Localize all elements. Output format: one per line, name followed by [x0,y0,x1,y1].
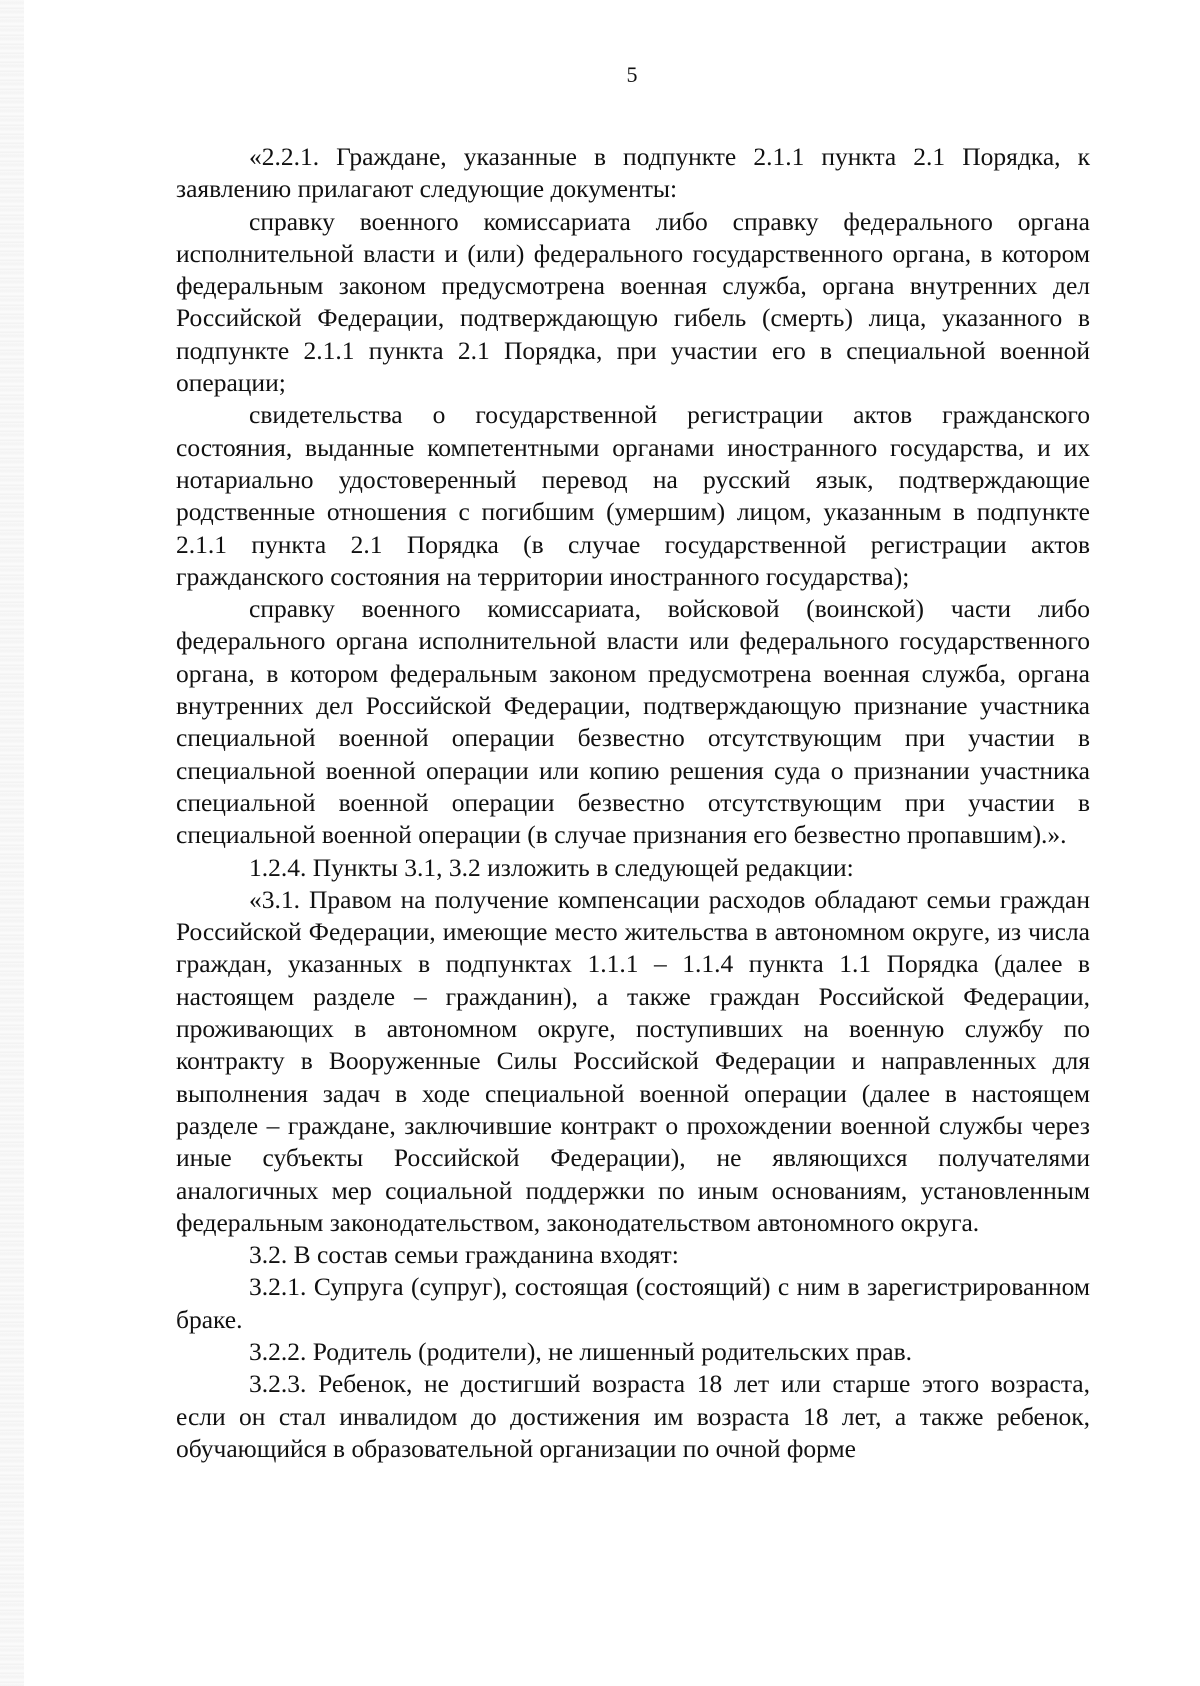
paragraph-missing-person-certificate: справку военного комиссариата, войсковой (воинской) части либо федерального органа исполнительной власти или федерального государственного органа, в котором федеральным законом предусмотрена военная служба, органа внутренних дел Российской Федерации, подтверждающую признание участника специальной военной операции безвестно отсутствующим при участии в специальной военной операции или копию решения суда о признании участника специальной военной операции безвестно отсутствующим при участии в специальной военной операции (в случае признания его безвестно пропавшим).». [176,594,1090,850]
scan-binding-edge [0,0,24,1686]
paragraph-1-2-4: 1.2.4. Пункты 3.1, 3.2 изложить в следующей редакции: [249,852,854,882]
paragraph-civil-status-certificates: свидетельства о государственной регистрации актов гражданского состояния, выданные компетентными органами иностранного государства, и их нотариально удостоверенный перевод на русский язык, подтверждающие родственные отношения с погибшим (умершим) лицом, указанным в подпункте 2.1.1 пункта 2.1 Порядка (в случае государственной регистрации актов гражданского состояния на территории иностранного государства); [176,400,1090,591]
paragraph-3-2-3: 3.2.3. Ребенок, не достигший возраста 18 лет или старше этого возраста, если он стал инвалидом до достижения им возраста 18 лет, а также ребенок, обучающийся в образовательной организации по очной форме [176,1369,1090,1463]
paragraph-2-2-1: «2.2.1. Граждане, указанные в подпункте 2.1.1 пункта 2.1 Порядка, к заявлению прилагают следующие документы: [176,142,1090,204]
paragraph-military-certificate: справку военного комиссариата либо справку федерального органа исполнительной власти и (или) федерального государственного органа, в котором федеральным законом предусмотрена военная служба, органа внутренних дел Российской Федерации, подтверждающую гибель (смерть) лица, указанного в подпункте 2.1.1 пункта 2.1 Порядка, при участии его в специальной военной операции; [176,206,1090,398]
paragraph-3-2-1: 3.2.1. Супруга (супруг), состоящая (состоящий) с ним в зарегистрированном браке. [176,1272,1090,1334]
paragraph-3-2: 3.2. В состав семьи гражданина входят: [249,1240,679,1270]
document-body [176,141,1090,1465]
page-number: 5 [626,62,638,87]
paragraph-3-1: «3.1. Правом на получение компенсации расходов обладают семьи граждан Российской Федерации, имеющие место жительства в автономном округе, из числа граждан, указанных в подпунктах 1.1.1 – 1.1.4 пункта 1.1 Порядка (далее в настоящем разделе – гражданин), а также граждан Российской Федерации, проживающих в автономном округе, поступивших на военную службу по контракту в Вооруженные Силы Российской Федерации и направленных для выполнения задач в ходе специальной военной операции (далее в настоящем разделе – граждане, заключившие контракт о прохождении военной службы через иные субъекты Российской Федерации), не являющихся получателями аналогичных мер социальной поддержки по иным основаниям, установленным федеральным законодательством, законодательством автономного округа. [176,884,1090,1237]
paragraph-3-2-2: 3.2.2. Родитель (родители), не лишенный родительских прав. [249,1336,912,1366]
